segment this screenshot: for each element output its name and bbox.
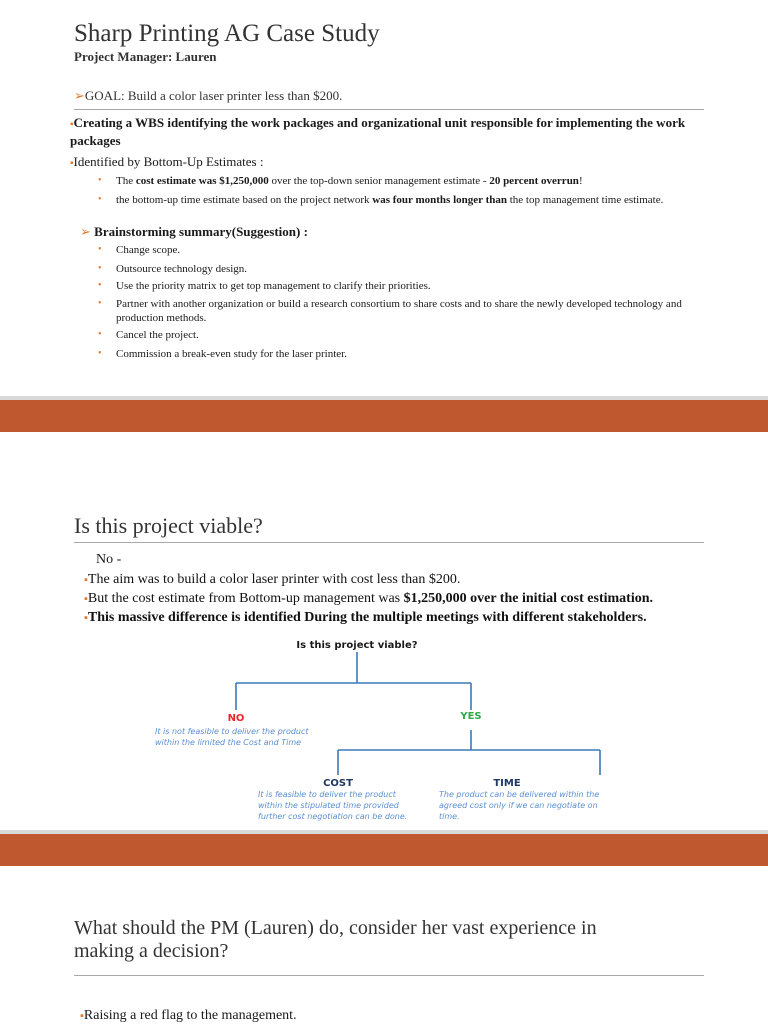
diagram-time-label: TIME [493, 778, 521, 789]
cost-end: ! [578, 175, 583, 187]
red-flag-item: ▪Raising a red flag to the management. [80, 1008, 297, 1023]
suggestion-item: • Use the priority matrix to get top management to clarify their priorities. [98, 280, 431, 292]
slide-1-subtitle: Project Manager: Lauren [74, 49, 217, 64]
cost-pre: The [116, 175, 136, 187]
bullet-icon: • [98, 280, 102, 291]
suggestion-item: • Outsource technology design. [98, 263, 248, 275]
tree-connectors [236, 652, 600, 775]
wbs-text: Creating a WBS identifying the work packages and organizational unit responsible for implementing the work packages [70, 115, 686, 148]
bullet-icon: ▪ [80, 1010, 84, 1022]
goal-divider [74, 109, 704, 110]
bullet-icon: • [98, 194, 102, 205]
diagram-cost-desc: further cost negotiation can be done. [258, 812, 408, 821]
slide-3-title-line-2: making a decision? [74, 940, 229, 962]
point-3: ▪This massive difference is identified During the multiple meetings with different stakeholders. [84, 610, 647, 625]
viability-decision-tree [0, 630, 768, 830]
bullet-icon: ▪ [70, 158, 74, 169]
bullet-icon: ▪ [70, 119, 74, 130]
brainstorm-heading-text: Brainstorming summary(Suggestion) : [94, 224, 308, 239]
arrow-icon: ➢ [74, 89, 85, 104]
bullet-icon: • [98, 348, 102, 359]
bullet-icon: • [98, 298, 102, 309]
suggestion-item: • Commission a break-even study for the laser printer. [98, 348, 347, 360]
suggestion-item: • Partner with another organization or build a research consortium to share costs and to share the newly developed technology and production methods. [98, 298, 682, 324]
time-bold: was four months longer than [372, 194, 507, 206]
time-pre: the bottom-up time estimate based on the project network [116, 194, 373, 206]
cost-estimate-item [98, 174, 698, 188]
time-estimate-item [98, 193, 688, 207]
diagram-no-label: NO [227, 713, 245, 724]
suggestion-item: • Cancel the project. [98, 329, 199, 341]
slide-3-title-line-1: What should the PM (Lauren) do, consider her vast experience in [74, 917, 597, 939]
diagram-no-desc: within the limited the Cost and Time [155, 738, 302, 747]
bullet-icon: ▪ [84, 593, 88, 605]
slide-2-divider [74, 542, 704, 543]
slide-separator-band [0, 834, 768, 866]
diagram-cost-desc: It is feasible to deliver the product [258, 790, 396, 799]
cost-overrun: 20 percent overrun [489, 175, 579, 187]
bullet-icon: • [98, 263, 102, 274]
diagram-time-desc: time. [439, 812, 460, 821]
brainstorm-heading [80, 224, 308, 241]
bullet-icon: • [98, 175, 102, 186]
bullet-icon: • [98, 244, 102, 255]
bullet-icon: ▪ [84, 612, 88, 624]
identified-line [70, 154, 263, 172]
wbs-line [70, 115, 710, 149]
diagram-time-desc: The product can be delivered within the [439, 790, 600, 799]
time-end: the top management time estimate. [506, 194, 664, 206]
diagram-cost-label: COST [323, 778, 353, 789]
diagram-no-desc: It is not feasible to deliver the product [155, 727, 309, 736]
diagram-cost-desc: within the stipulated time provided [258, 801, 399, 810]
arrow-icon: ➢ [80, 225, 91, 240]
slide-3-divider [74, 975, 704, 976]
point-2: ▪But the cost estimate from Bottom-up management was $1,250,000 over the initial cost estimation. [84, 591, 654, 606]
identified-text: Identified by Bottom-Up Estimates : [73, 154, 264, 169]
goal-label: GOAL: [84, 88, 125, 103]
goal-line [74, 88, 342, 105]
cost-bold: cost estimate was $1,250,000 [135, 175, 269, 187]
diagram-yes-label: YES [460, 711, 482, 722]
slide-1-title: Sharp Printing AG Case Study [74, 20, 380, 47]
goal-text: Build a color laser printer less than $200. [124, 88, 343, 103]
slide-2-title: Is this project viable? [74, 513, 263, 538]
diagram-root-label: Is this project viable? [296, 640, 418, 651]
bullet-icon: • [98, 329, 102, 340]
suggestion-item: • Change scope. [98, 244, 181, 256]
slide-3-title [74, 917, 597, 963]
diagram-time-desc: agreed cost only if we can negotiate on [439, 801, 598, 810]
answer-text: No - [96, 552, 122, 567]
cost-mid: over the top-down senior management estimate - [268, 175, 490, 187]
slide-separator-band [0, 400, 768, 432]
point-1: ▪The aim was to build a color laser printer with cost less than $200. [84, 572, 461, 587]
bullet-icon: ▪ [84, 574, 88, 586]
